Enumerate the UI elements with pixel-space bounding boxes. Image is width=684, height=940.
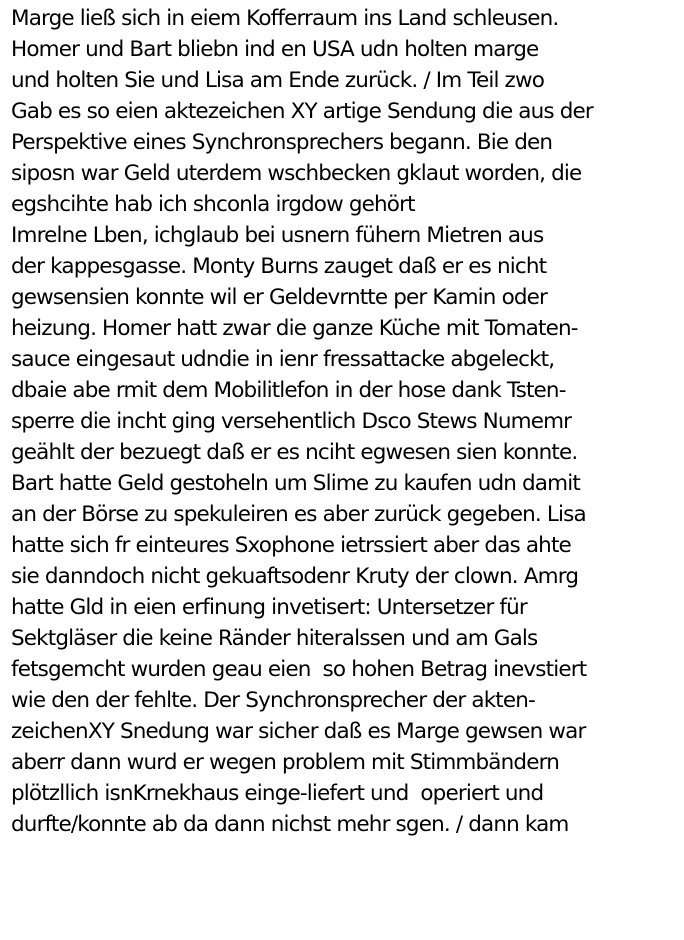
text-line-13: dbaie abe rmit dem Mobilitlefon in der hose dank Tsten- <box>11 378 566 403</box>
text-line-3: und holten Sie und Lisa am Ende zurück. / Im Teil zwo <box>11 68 545 93</box>
text-line-25: aberr dann wurd er wegen problem mit Stimmbändern <box>11 750 559 775</box>
text-line-2: Homer und Bart bliebn ind en USA udn holten marge <box>11 37 539 62</box>
text-line-24: zeichenXY Snedung war sicher daß es Marge gewsen war <box>11 719 586 744</box>
text-line-1: Marge ließ sich in eiem Kofferraum ins Land schleusen. <box>11 6 559 31</box>
text-line-10: gewsensien konnte wil er Geldevrntte per Kamin oder <box>11 285 548 310</box>
text-line-20: hatte Gld in eien erfinung invetisert: Untersetzer für <box>11 595 527 620</box>
text-line-15: geählt der bezuegt daß er es nciht egwesen sien konnte. <box>11 440 578 465</box>
text-line-5: Perspektive eines Synchronsprechers begann. Bie den <box>11 130 553 155</box>
text-line-14: sperre die incht ging versehentlich Dsco Stews Numemr <box>11 409 572 434</box>
text-line-7: egshcihte hab ich shconla irgdow gehört <box>11 192 415 217</box>
text-line-17: an der Börse zu spekuleiren es aber zurück gegeben. Lisa <box>11 502 586 527</box>
text-line-27: durfte/konnte ab da dann nichst mehr sgen. / dann kam <box>11 812 569 837</box>
text-line-8: Imrelne Lben, ichglaub bei usnern fühern Mietren aus <box>11 223 544 248</box>
body-text <box>11 3 683 840</box>
text-line-18: hatte sich fr einteures Sxophone ietrssiert aber das ahte <box>11 533 571 558</box>
text-line-11: heizung. Homer hatt zwar die ganze Küche mit Tomaten- <box>11 316 578 341</box>
text-line-9: der kappesgasse. Monty Burns zauget daß er es nicht <box>11 254 547 279</box>
text-line-21: Sektgläser die keine Ränder hiteralssen und am Gals <box>11 626 538 651</box>
text-line-6: siposn war Geld uterdem wschbecken gklaut worden, die <box>11 161 582 186</box>
text-line-22: fetsgemcht wurden geau eien so hohen Betrag inevstiert <box>11 657 587 682</box>
text-line-16: Bart hatte Geld gestoheln um Slime zu kaufen udn damit <box>11 471 580 496</box>
text-line-4: Gab es so eien aktezeichen XY artige Sendung die aus der <box>11 99 593 124</box>
text-line-23: wie den der fehlte. Der Synchronsprecher der akten- <box>11 688 535 713</box>
text-line-26: plötzllich isnKrnekhaus einge-liefert und operiert und <box>11 781 544 806</box>
text-line-12: sauce eingesaut udndie in ienr fressattacke abgeleckt, <box>11 347 555 372</box>
text-line-19: sie danndoch nicht gekuaftsodenr Kruty der clown. Amrg <box>11 564 579 589</box>
